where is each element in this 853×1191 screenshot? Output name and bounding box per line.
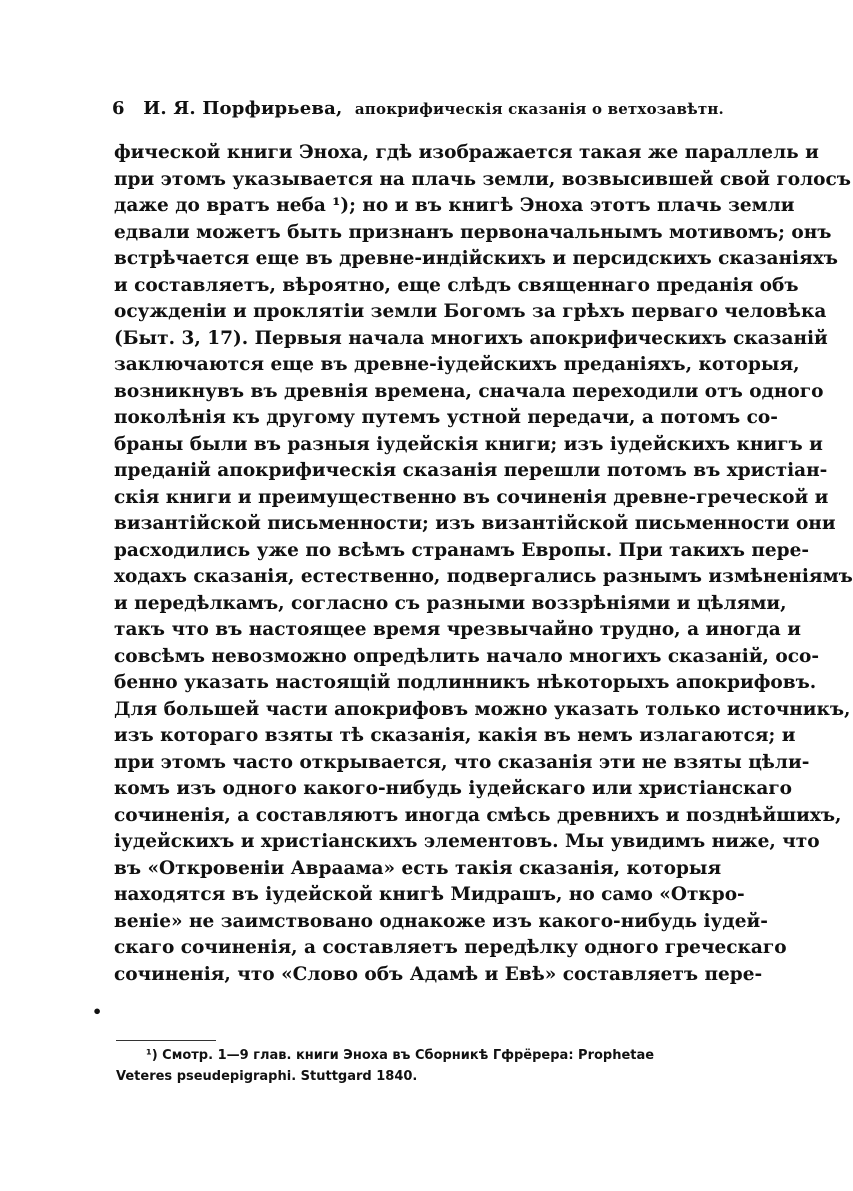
text-line: скаго сочиненія, а составляетъ передѣлку одного греческаго bbox=[114, 937, 787, 958]
footnote-line: ¹) Смотр. 1—9 глав. книги Эноха въ Сборникѣ Гфрёрера: Prophetae bbox=[146, 1048, 655, 1063]
header-author: И. Я. Порфирьева, bbox=[143, 98, 343, 119]
text-line: ходахъ сказанія, естественно, подвергались разнымъ измѣненіямъ bbox=[114, 566, 853, 587]
text-line: и передѣлкамъ, согласно съ разными воззрѣніями и цѣлями, bbox=[114, 592, 787, 614]
text-line: комъ изъ одного какого-нибудь іудейскаго или христіанскаго bbox=[114, 778, 793, 799]
footnote-rule bbox=[116, 1040, 216, 1041]
text-line: фической книги Эноха, гдѣ изображается такая же параллель и bbox=[114, 142, 819, 163]
text-line: браны были въ разныя іудейскія книги; изъ іудейскихъ книгъ и bbox=[114, 433, 823, 455]
text-line: расходились уже по всѣмъ странамъ Европы. При такихъ пере- bbox=[114, 539, 810, 561]
text-line: сочиненія, что «Слово объ Адамѣ и Евѣ» составляетъ пере- bbox=[114, 963, 763, 985]
text-line: даже до вратъ неба ¹); но и въ книгѣ Эноха этотъ плачь земли bbox=[114, 195, 795, 216]
text-line: Для большей части апокрифовъ можно указать только источникъ, bbox=[114, 698, 851, 720]
page-number: 6 bbox=[112, 98, 125, 119]
text-line: сочиненія, а составляютъ иногда смѣсь древнихъ и позднѣйшихъ, bbox=[114, 804, 842, 826]
text-line: такъ что въ настоящее время чрезвычайно трудно, а иногда и bbox=[114, 619, 801, 640]
text-line: встрѣчается еще въ древне-индійскихъ и персидскихъ сказаніяхъ bbox=[114, 248, 838, 269]
text-line: (Быт. 3, 17). Первыя начала многихъ апокрифическихъ сказаній bbox=[114, 327, 828, 349]
header-title: апокрифическія сказанія о ветхозавѣтн. bbox=[354, 100, 724, 118]
text-line: едвали можетъ быть признанъ первоначальнымъ мотивомъ; онъ bbox=[114, 221, 832, 243]
text-line: совсѣмъ невозможно опредѣлить начало многихъ сказаній, осо- bbox=[114, 645, 820, 667]
footnote bbox=[116, 1045, 686, 1087]
running-head bbox=[112, 98, 724, 119]
footnote-line: Veteres pseudepigraphi. Stuttgard 1840. bbox=[116, 1069, 418, 1084]
text-line: поколѣнія къ другому путемъ устной передачи, а потомъ со- bbox=[114, 407, 778, 428]
text-line: находятся въ іудейской книгѣ Мидрашъ, но само «Откро- bbox=[114, 884, 745, 905]
text-line: веніе» не заимствовано однакоже изъ какого-нибудь іудей- bbox=[114, 910, 768, 932]
text-line: и составляетъ, вѣроятно, еще слѣдъ священнаго преданія объ bbox=[114, 274, 799, 296]
text-line: византійской письменности; изъ византійской письменности они bbox=[114, 513, 836, 534]
text-line: бенно указать настоящій подлинникъ нѣкоторыхъ апокрифовъ. bbox=[114, 672, 817, 693]
text-line: при этомъ указывается на плачь земли, возвысившей свой голосъ bbox=[114, 168, 851, 190]
text-line: въ «Откровеніи Авраама» есть такія сказанія, которыя bbox=[114, 857, 722, 879]
text-line: осужденіи и проклятіи земли Богомъ за грѣхъ перваго человѣка bbox=[114, 301, 827, 322]
text-line: при этомъ часто открывается, что сказанія эти не взяты цѣли- bbox=[114, 751, 810, 773]
body-text bbox=[114, 140, 853, 988]
text-line: заключаются еще въ древне-іудейскихъ преданіяхъ, которыя, bbox=[114, 354, 800, 375]
text-line: іудейскихъ и христіанскихъ элементовъ. Мы увидимъ ниже, что bbox=[114, 831, 820, 852]
text-line: возникнувъ въ древнія времена, сначала переходили отъ одного bbox=[114, 380, 824, 402]
text-line: изъ котораго взяты тѣ сказанія, какія въ немъ излагаются; и bbox=[114, 725, 796, 746]
margin-mark: • bbox=[92, 1002, 103, 1021]
text-line: скія книги и преимущественно въ сочиненія древне-греческой и bbox=[114, 486, 829, 508]
text-line: преданій апокрифическія сказанія перешли потомъ въ христіан- bbox=[114, 460, 828, 481]
